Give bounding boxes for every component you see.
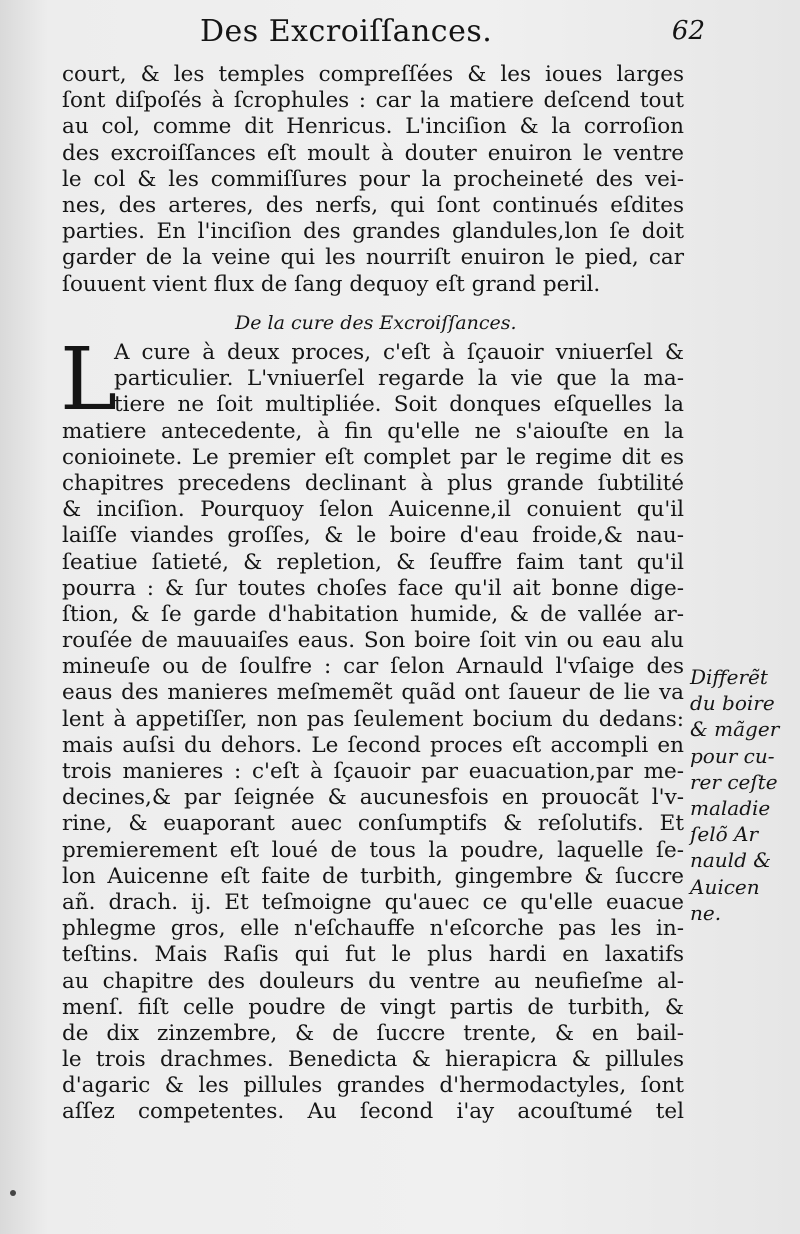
text-line: garder de la veine qui les nourriſt enuiron le pied, car <box>62 245 684 271</box>
text-line: rine, & euaporant auec conſumptifs & reſolutifs. Et <box>62 811 684 837</box>
text-line: lent à appetiſſer, non pas ſeulement bocium du dedans: <box>62 706 684 732</box>
section-heading: De la cure des Excroiſſances. <box>235 312 517 334</box>
text-line: le col & les commiſſures pour la procheineté des vei- <box>62 166 684 192</box>
text-line: trois manieres : c'eſt à ſçauoir par euacuation,par me- <box>62 759 684 784</box>
margin-line: du boire <box>690 691 775 716</box>
margin-line: maladie <box>690 796 771 821</box>
text-line: & inciſion. Pourquoy ſelon Auicenne,il conuient qu'il <box>62 497 684 523</box>
text-line: le trois drachmes. Benedicta & hierapicra & pillules <box>62 1047 684 1073</box>
running-title: Des Excroiſſances. <box>200 14 493 49</box>
text-line: menſ. fiſt celle poudre de vingt partis de turbith, & <box>62 994 684 1020</box>
text-line: ſouuent vient flux de ſang dequoy eſt grand peril. <box>62 271 601 297</box>
text-line: phlegme gros, elle n'eſchauffe n'eſcorche pas les in- <box>62 916 684 942</box>
text-line: añ. drach. ij. Et teſmoigne qu'auec ce qu'elle euacue <box>62 889 684 915</box>
text-line: parties. En l'inciſion des grandes glandules,lon ſe doit <box>62 219 684 245</box>
text-line: au col, comme dit Henricus. L'inciſion & la corroſion <box>62 114 684 140</box>
text-line: chapitres precedens declinant à plus grande ſubtilité <box>62 470 684 496</box>
text-line: teſtins. Mais Raſis qui fut le plus hardi en laxatifs <box>62 942 684 968</box>
second-paragraph <box>60 330 684 1126</box>
text-line: conioinete. Le premier eſt complet par le regime dit es <box>62 444 684 470</box>
text-line: lon Auicenne eſt faite de turbith, gingembre & ſuccre <box>62 863 684 889</box>
text-line: court, & les temples compreſſées & les ioues larges <box>62 62 684 87</box>
marginal-note <box>690 664 798 926</box>
margin-line: Auicen <box>690 874 760 899</box>
page-header <box>60 14 705 54</box>
text-line: nes, des arteres, des nerfs, qui ſont continués eſdites <box>62 192 684 218</box>
text-line: ſeatiue ſatieté, & repletion, & ſeuffre faim tant qu'il <box>62 549 684 575</box>
text-line: eaus des manieres meſmemẽt quãd ont ſaueur de lie va <box>62 680 684 706</box>
text-line: mais auſsi du dehors. Le ſecond proces eſt accompli en <box>62 732 684 758</box>
margin-line: pour cu- <box>690 743 775 768</box>
text-line: des excroiſſances eſt moult à douter enuiron le ventre <box>62 140 684 166</box>
margin-line: rer ceſte <box>690 769 778 794</box>
text-line: matiere antecedente, à fin qu'elle ne s'aiouſte en la <box>62 418 684 444</box>
text-line: d'agaric & les pillules grandes d'hermodactyles, ſont <box>62 1073 684 1099</box>
text-line: pourra : & ſur toutes choſes face qu'il ait bonne dige- <box>62 575 684 601</box>
text-line: decines,& par ſeignée & aucunesfois en prouocãt l'v- <box>62 785 684 811</box>
margin-line: & mãger <box>690 717 780 742</box>
margin-line: ſelõ Ar <box>690 822 759 847</box>
text-line: particulier. L'vniuerſel regarde la vie que la ma- <box>114 366 684 392</box>
text-line: au chapitre des douleurs du ventre au neufieſme al- <box>62 968 684 994</box>
margin-line: nauld & <box>690 848 772 873</box>
text-line: rouſée de mauuaiſes eaus. Son boire ſoit vin ou eau alu <box>62 628 684 654</box>
page-number: 62 <box>671 16 705 46</box>
margin-line: ne. <box>690 900 722 925</box>
drop-capital: L <box>60 330 118 430</box>
first-paragraph <box>62 62 684 298</box>
ink-speck <box>10 1190 16 1196</box>
text-line: ſont diſpoſés à ſcrophules : car la matiere deſcend tout <box>62 88 684 114</box>
text-line: aſſez competentes. Au ſecond i'ay acouſtumé tel <box>62 1099 684 1125</box>
margin-line: Differẽt <box>690 665 768 689</box>
text-line: A cure à deux proces, c'eſt à ſçauoir vniuerſel & <box>114 340 684 365</box>
dropcap-wrapper <box>60 330 684 430</box>
text-line: premierement eſt loué de tous la poudre, laquelle ſe- <box>62 837 684 863</box>
text-line: de dix zinzembre, & de ſuccre trente, & en bail- <box>62 1020 684 1046</box>
text-line: ſtion, & ſe garde d'habitation humide, & de vallée ar- <box>62 601 684 627</box>
text-line: laiſſe viandes groſſes, & le boire d'eau froide,& nau- <box>62 523 684 549</box>
text-line: mineuſe ou de ſoulfre : car ſelon Arnauld l'vſaige des <box>62 654 684 680</box>
text-line: tiere ne ſoit multipliée. Soit donques eſquelles la <box>114 392 684 418</box>
